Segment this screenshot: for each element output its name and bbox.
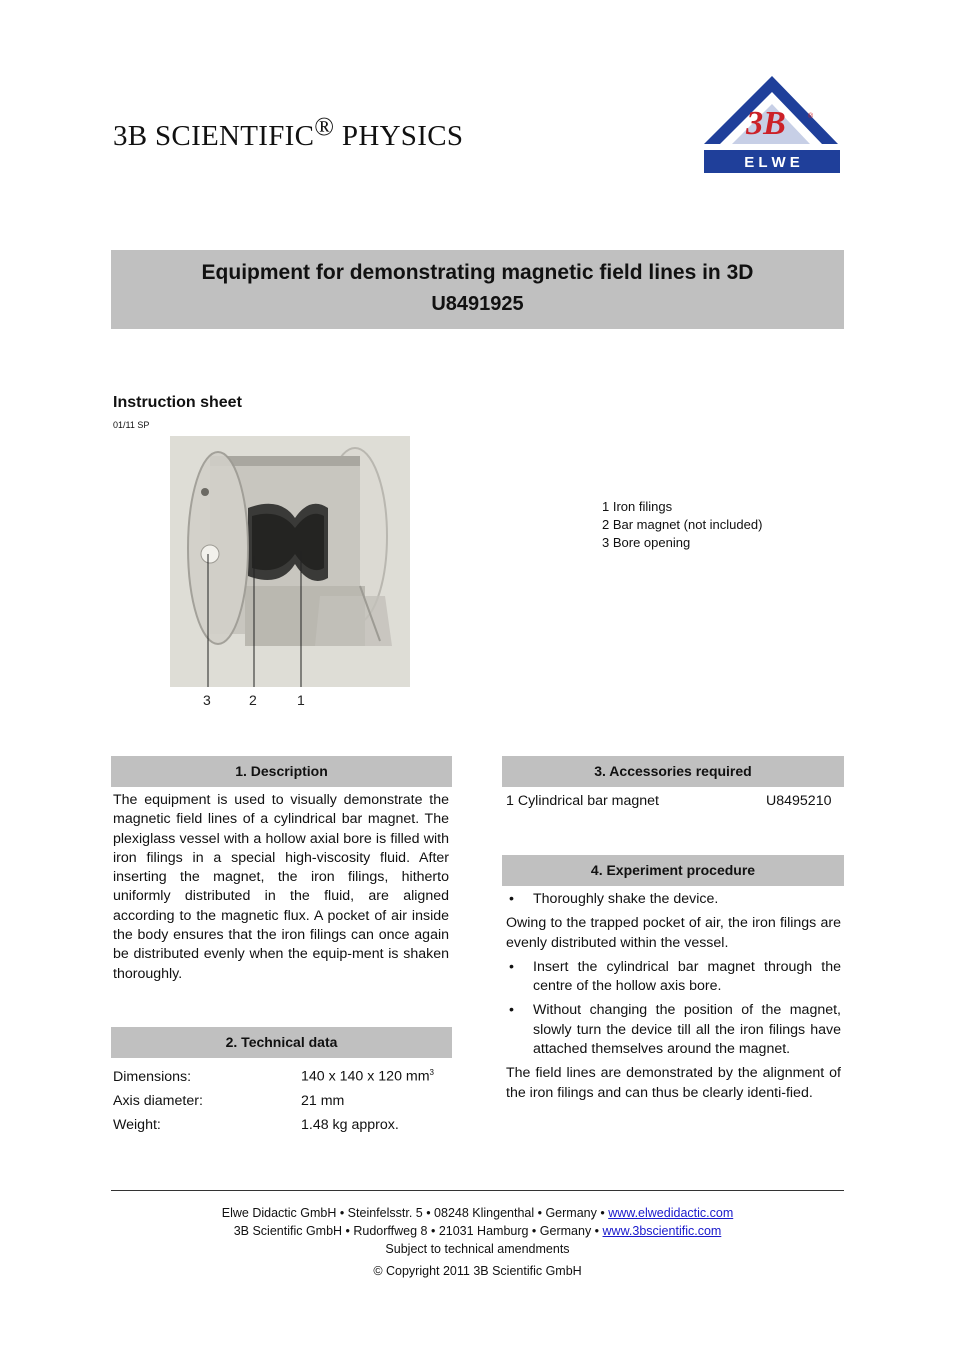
procedure-step: • Thoroughly shake the device. bbox=[506, 890, 841, 909]
product-photo bbox=[170, 436, 410, 687]
procedure-note: The field lines are demonstrated by the alignment of the iron filings and can thus be clearly identi-fied. bbox=[506, 1065, 841, 1101]
legend-item: 2 Bar magnet (not included) bbox=[602, 517, 763, 532]
description-heading: 1. Description bbox=[111, 756, 452, 787]
accessory-item: 1 Cylindrical bar magnet bbox=[506, 793, 659, 809]
title-banner bbox=[111, 250, 844, 329]
instruction-heading: Instruction sheet bbox=[113, 394, 242, 411]
document-title: Equipment for demonstrating magnetic field lines in 3D bbox=[201, 261, 754, 284]
legend-item: 1 Iron filings bbox=[602, 499, 673, 514]
logo-mark: 3B bbox=[746, 105, 786, 142]
footer-copyright: © Copyright 2011 3B Scientific GmbH bbox=[373, 1264, 582, 1278]
tech-row: Axis diameter: 21 mm bbox=[113, 1092, 345, 1109]
product-number: U8491925 bbox=[431, 293, 524, 315]
technical-heading: 2. Technical data bbox=[111, 1027, 452, 1058]
document-code: 01/11 SP bbox=[113, 420, 150, 430]
accessory-code: U8495210 bbox=[766, 793, 832, 809]
accessories-heading: 3. Accessories required bbox=[502, 756, 844, 787]
legend-item: 3 Bore opening bbox=[602, 535, 691, 550]
footer-line: Elwe Didactic GmbH • Steinfelsstr. 5 • 08248 Klingenthal • Germany • www.elwedidactic.com bbox=[221, 1206, 734, 1220]
procedure-step: • Insert the cylindrical bar magnet through the centre of the hollow axis bore. bbox=[506, 958, 841, 997]
brand-title: 3B SCIENTIFIC® PHYSICS bbox=[113, 112, 464, 152]
figure-legend bbox=[602, 498, 762, 552]
tech-row: Dimensions: 140 x 140 x 120 $mm^3$ bbox=[113, 1068, 434, 1085]
procedure-step: • Without changing the position of the magnet, slowly turn the device till all the iron filings have attached themselves around the magnet. bbox=[506, 1001, 841, 1059]
3bscientific-link[interactable]: www.3bscientific.com bbox=[602, 1224, 722, 1238]
svg-text:®: ® bbox=[808, 113, 814, 120]
elwe-3b-logo bbox=[700, 76, 842, 176]
tech-row: Weight: 1.48 kg approx. bbox=[113, 1116, 399, 1133]
callout-2: 2 bbox=[249, 692, 257, 708]
callout-1: 1 bbox=[297, 692, 305, 708]
technical-section bbox=[111, 1027, 452, 1137]
footer-amendments: Subject to technical amendments bbox=[385, 1242, 570, 1256]
procedure-section bbox=[502, 855, 844, 1103]
description-section bbox=[111, 756, 452, 984]
logo-word: E L W E bbox=[744, 154, 800, 171]
accessories-section bbox=[502, 756, 844, 813]
footer-line: 3B Scientific GmbH • Rudorffweg 8 • 21031 Hamburg • Germany • www.3bscientific.com bbox=[233, 1224, 722, 1238]
procedure-note: Owing to the trapped pocket of air, the iron filings are evenly distributed within the vessel. bbox=[506, 915, 841, 951]
footer-divider bbox=[111, 1190, 844, 1191]
procedure-heading: 4. Experiment procedure bbox=[502, 855, 844, 886]
description-text: The equipment is used to visually demonstrate the magnetic field lines of a cylindrical bar magnet. The plexiglass vessel with a hollow axial bore is filled with iron filings in a special high-viscosity fluid. After inserting the magnet, the iron filings, hitherto uniformly distributed in the fluid, are aligned according to the magnetic flux. A pocket of air inside the body ensures that the iron filings can once again be distributed evenly when the equip-ment is shaken thoroughly. bbox=[113, 792, 449, 982]
elwedidactic-link[interactable]: www.elwedidactic.com bbox=[608, 1206, 734, 1220]
callout-3: 3 bbox=[203, 692, 211, 708]
